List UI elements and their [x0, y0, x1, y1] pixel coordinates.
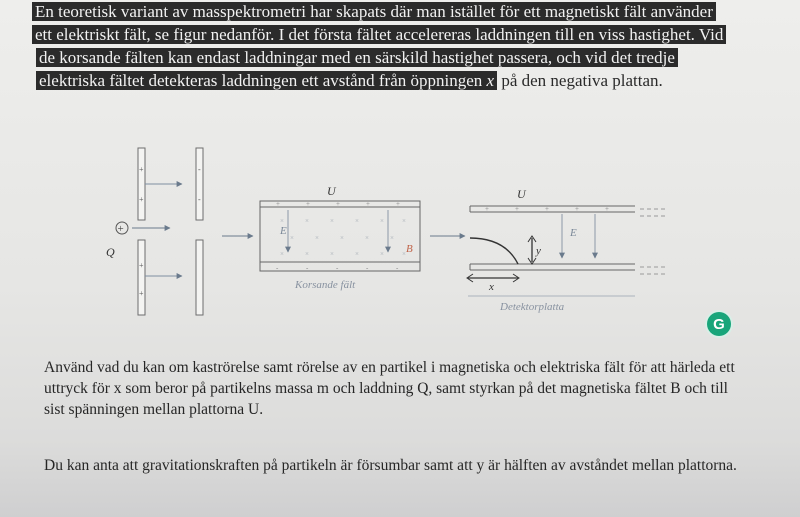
svg-text:+: +	[306, 200, 310, 208]
intro-line-2: ett elektriskt fält, se figur nedanför. I det första fältet accelereras laddningen till en viss hastighet. Vid	[32, 23, 772, 46]
svg-text:+: +	[605, 205, 609, 213]
svg-text:×: ×	[330, 250, 334, 258]
svg-text:×: ×	[402, 250, 406, 258]
svg-text:×: ×	[340, 234, 344, 242]
u-label-detector: U	[517, 187, 526, 201]
svg-text:+: +	[366, 200, 370, 208]
svg-text:×: ×	[280, 217, 284, 225]
detector-plates	[470, 206, 635, 270]
crossed-plate-charges	[276, 200, 400, 272]
svg-text:×: ×	[305, 217, 309, 225]
svg-text:-: -	[366, 264, 369, 272]
svg-text:×: ×	[355, 250, 359, 258]
e-label-detector: E	[570, 227, 577, 239]
svg-text:+: +	[139, 261, 144, 270]
svg-text:×: ×	[355, 217, 359, 225]
svg-text:-: -	[198, 195, 201, 204]
svg-text:-: -	[198, 165, 201, 174]
plate-charges	[139, 165, 201, 298]
svg-text:+: +	[545, 205, 549, 213]
detector-e-arrows	[562, 214, 595, 258]
charge-label: Q	[106, 245, 115, 259]
svg-text:×: ×	[390, 234, 394, 242]
e-label-crossed: E	[280, 225, 287, 237]
svg-text:-: -	[336, 264, 339, 272]
x-label: x	[489, 281, 494, 293]
var-x: x	[486, 71, 495, 90]
svg-text:×: ×	[365, 234, 369, 242]
svg-text:×: ×	[305, 250, 309, 258]
accelerator-plates	[138, 148, 203, 315]
svg-text:×: ×	[380, 250, 384, 258]
assumption-note: Du kan anta att gravitationskraften på partikeln är försumbar samt att y är hälften av avståndet mellan plattorna.	[44, 457, 737, 474]
svg-text:-: -	[396, 264, 399, 272]
intro-line-4-tail: på den negativa plattan.	[497, 71, 663, 90]
svg-text:+: +	[117, 223, 124, 235]
u-label-crossed: U	[327, 184, 336, 198]
svg-text:-: -	[306, 264, 309, 272]
svg-text:+: +	[396, 200, 400, 208]
svg-text:×: ×	[402, 217, 406, 225]
svg-text:×: ×	[290, 234, 294, 242]
y-label: y	[536, 245, 541, 257]
svg-text:+: +	[139, 195, 144, 204]
svg-text:+: +	[336, 200, 340, 208]
caption-detector: Detektorplatta	[500, 301, 565, 313]
svg-text:×: ×	[315, 234, 319, 242]
svg-text:+: +	[575, 205, 579, 213]
svg-text:×: ×	[380, 217, 384, 225]
svg-text:+: +	[276, 200, 280, 208]
question-text: Använd vad du kan om kaströrelse samt rörelse av en partikel i magnetiska och elektriska fält för att härleda ett uttryck för x som beror på partikelns massa m och laddning Q, samt styrkan på det magnetiska fältet B och till sist spänningen mellan plattorna U.	[44, 359, 735, 418]
svg-text:+: +	[485, 205, 489, 213]
intro-line-1: En teoretisk variant av masspektrometri har skapats där man istället för ett magnetiskt fält använder	[32, 0, 772, 23]
caption-crossed: Korsande fält	[295, 279, 356, 291]
svg-text:×: ×	[330, 217, 334, 225]
g-badge-icon[interactable]: G	[707, 312, 731, 336]
b-field-crosses	[280, 217, 406, 258]
particle-trajectory	[470, 238, 518, 264]
accelerator-field-lines	[145, 184, 182, 276]
intro-line-4: elektriska fältet detekteras laddningen ett avstånd från öppningen x på den negativa plattan.	[36, 69, 776, 92]
spectrometer-figure	[100, 140, 700, 320]
intro-text	[32, 0, 772, 92]
svg-text:+: +	[515, 205, 519, 213]
plate-continuation	[640, 209, 668, 274]
b-label: B	[406, 243, 413, 255]
intro-line-3: de korsande fälten kan endast laddningar med en särskild hastighet passera, och vid det tredje	[36, 46, 776, 69]
svg-text:+: +	[139, 165, 144, 174]
svg-text:×: ×	[280, 250, 284, 258]
svg-text:-: -	[276, 264, 279, 272]
svg-text:+: +	[139, 289, 144, 298]
crossed-e-arrows	[288, 210, 388, 252]
